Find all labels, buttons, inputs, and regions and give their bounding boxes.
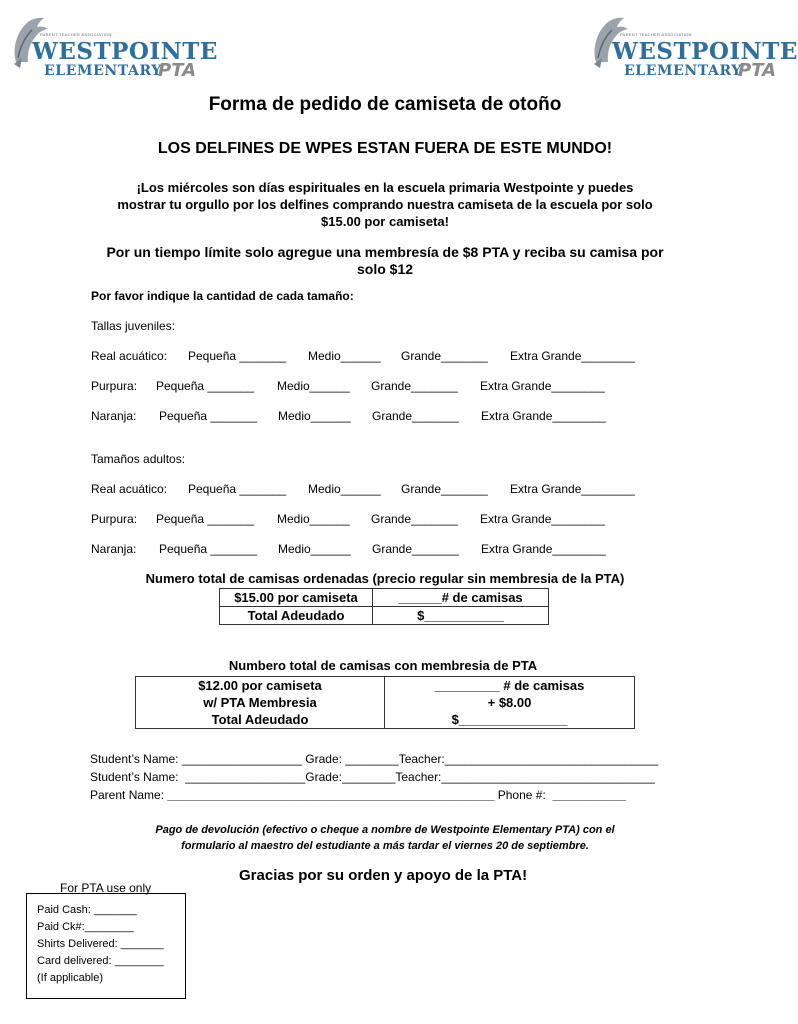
member-qty-field[interactable]: _________ # de camisas <box>385 677 635 695</box>
size-xl-field[interactable]: Extra Grande________ <box>481 409 606 423</box>
color-label: Real acuático: <box>91 349 168 363</box>
return-note-line: formulario al maestro del estudiante a más tardar el viernes 20 de septiembre. <box>181 840 589 852</box>
pta-use-line[interactable]: Shirts Delivered: _______ <box>37 938 164 950</box>
logo-line2: ELEMENTARY <box>44 63 162 79</box>
logo-pta: PTA <box>158 60 197 81</box>
size-large-field[interactable]: Grande_______ <box>372 542 459 556</box>
member-total-label: Total Adeudado <box>136 711 385 729</box>
regular-price: $15.00 por camiseta <box>220 589 373 607</box>
member-membership-label: w/ PTA Membresia <box>136 694 385 711</box>
parent-name-field[interactable]: _________________________________________________ <box>167 788 495 802</box>
phone-label: Phone #: <box>494 788 553 802</box>
size-xl-field[interactable]: Extra Grande________ <box>510 349 635 363</box>
youth-heading: Tallas juveniles: <box>91 319 176 333</box>
size-small-field[interactable]: Pequeña _______ <box>159 542 258 556</box>
size-xl-field[interactable]: Extra Grande________ <box>510 482 635 496</box>
student-name-line-1[interactable]: Student’s Name: __________________ Grade: ________Teacher:________________________________ <box>90 752 659 766</box>
size-large-field[interactable]: Grande_______ <box>372 409 459 423</box>
intro-paragraph <box>0 179 770 230</box>
size-medium-field[interactable]: Medio______ <box>308 482 381 496</box>
size-small-field[interactable]: Pequeña _______ <box>156 512 255 526</box>
color-label: Naranja: <box>91 409 137 423</box>
pta-use-line[interactable]: Paid Cash: _______ <box>37 904 137 916</box>
size-small-field[interactable]: Pequeña _______ <box>156 379 255 393</box>
color-label: Real acuático: <box>91 482 168 496</box>
size-instruction: Por favor indique la cantidad de cada tamaño: <box>91 289 354 303</box>
logo-tagline: PARENT TEACHER ASSOCIATION <box>620 32 692 37</box>
size-large-field[interactable]: Grande_______ <box>401 349 488 363</box>
parent-label: Parent Name: <box>90 788 168 802</box>
pta-use-line: (If applicable) <box>37 972 104 984</box>
size-xl-field[interactable]: Extra Grande________ <box>480 379 605 393</box>
intro-line: mostrar tu orgullo por los delfines comprando nuestra camiseta de la escuela por solo <box>117 197 653 212</box>
color-label: Purpura: <box>91 379 138 393</box>
color-label: Naranja: <box>91 542 137 556</box>
logo-line2: ELEMENTARY <box>624 63 742 79</box>
logo-right <box>590 12 798 81</box>
member-total-table <box>135 676 635 729</box>
size-xl-field[interactable]: Extra Grande________ <box>481 542 606 556</box>
regular-total-field[interactable]: $___________ <box>373 607 549 625</box>
regular-total-label: Total Adeudado <box>220 607 373 625</box>
student-name-line-2[interactable]: Student’s Name: __________________Grade:________Teacher:________________________________ <box>90 770 655 784</box>
size-large-field[interactable]: Grande_______ <box>371 512 458 526</box>
logo-left <box>10 12 218 81</box>
intro-line: $15.00 por camiseta! <box>321 214 449 229</box>
subtitle: LOS DELFINES DE WPES ESTAN FUERA DE ESTE MUNDO! <box>157 140 613 157</box>
color-label: Purpura: <box>91 512 138 526</box>
logo-line1: WESTPOINTE <box>612 38 798 65</box>
size-medium-field[interactable]: Medio______ <box>278 542 351 556</box>
return-note-line: Pago de devolución (efectivo o cheque a nombre de Westpointe Elementary PTA) con el <box>155 824 615 836</box>
logo-pta: PTA <box>738 60 777 81</box>
size-small-field[interactable]: Pequeña _______ <box>188 349 287 363</box>
member-price: $12.00 por camiseta <box>136 677 385 695</box>
return-note <box>0 822 770 854</box>
phone-field[interactable]: ___________ <box>552 788 626 802</box>
size-large-field[interactable]: Grande_______ <box>401 482 488 496</box>
pta-use-line[interactable]: Card delivered: ________ <box>37 955 164 967</box>
pta-use-line[interactable]: Paid Ck#:________ <box>37 921 134 933</box>
size-small-field[interactable]: Pequeña _______ <box>159 409 258 423</box>
page-title: Forma de pedido de camiseta de otoño <box>208 94 562 115</box>
member-total-field[interactable]: $_______________ <box>385 711 635 729</box>
pta-use-box <box>26 893 186 999</box>
regular-total-heading: Numero total de camisas ordenadas (precio regular sin membresia de la PTA) <box>145 571 625 586</box>
offer-line: solo $12 <box>356 261 414 277</box>
thanks-message: Gracias por su orden y apoyo de la PTA! <box>239 867 528 884</box>
intro-line: ¡Los miércoles son días espirituales en la escuela primaria Westpointe y puedes <box>136 180 634 195</box>
logo-tagline: PARENT TEACHER ASSOCIATION <box>40 32 112 37</box>
member-membership-value: + $8.00 <box>385 694 635 711</box>
offer-paragraph <box>0 244 770 278</box>
adult-heading: Tamaños adultos: <box>91 452 186 466</box>
offer-line: Por un tiempo límite solo agregue una membresía de $8 PTA y reciba su camisa por <box>106 244 664 260</box>
size-small-field[interactable]: Pequeña _______ <box>188 482 287 496</box>
regular-qty-field[interactable]: ______# de camisas <box>373 589 549 607</box>
size-medium-field[interactable]: Medio______ <box>308 349 381 363</box>
regular-total-table <box>219 588 549 625</box>
parent-phone-line <box>90 788 626 802</box>
size-medium-field[interactable]: Medio______ <box>278 409 351 423</box>
pta-use-heading: For PTA use only <box>60 881 152 895</box>
size-large-field[interactable]: Grande_______ <box>371 379 458 393</box>
size-medium-field[interactable]: Medio______ <box>277 512 350 526</box>
member-total-heading: Numbero total de camisas con membresia de PTA <box>228 658 538 673</box>
logo-line1: WESTPOINTE <box>32 38 218 65</box>
size-xl-field[interactable]: Extra Grande________ <box>480 512 605 526</box>
size-medium-field[interactable]: Medio______ <box>277 379 350 393</box>
